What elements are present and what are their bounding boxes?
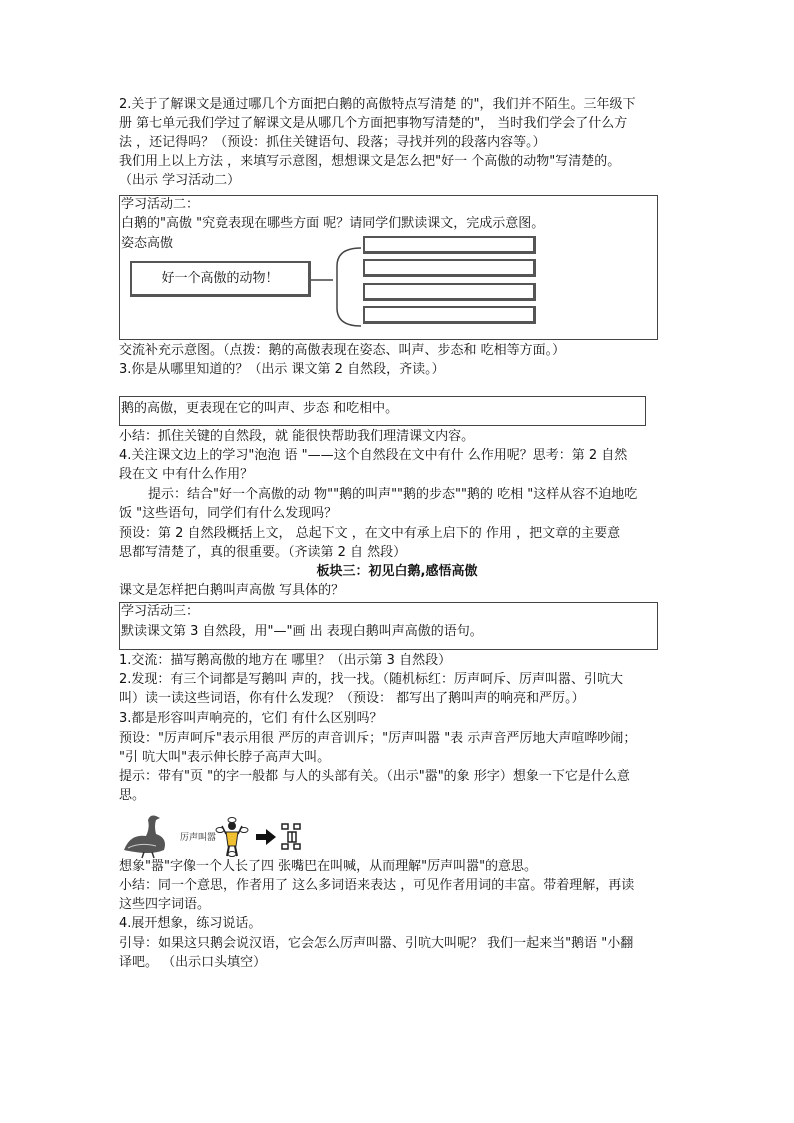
text-line: 小结：同一个意思，作者用了 这么多词语来表达 ，可见作者用词的丰富。带着理解，再读 (119, 878, 635, 893)
text-line: 册 第七单元我们学过了解课文是从哪几个方面把事物写清楚的"， 当时我们学会了什么方 (119, 116, 628, 131)
diagram-brace (311, 246, 363, 328)
text-line: 叫）读一读这些词语，你有什么发现？（预设： 都写出了鹅叫声的响亮和严厉。） (119, 691, 585, 706)
text-line: 1.交流：描写鹅高傲的地方在 哪里？（出示第 3 自然段） (119, 653, 452, 668)
text-line: 提示：带有"页 "的字一般都 与人的头部有关。（出示"嚣"的象 形字）想象一下它是什么意 (119, 769, 630, 784)
text-line: 小结：抓住关键的自然段，就 能很快帮助我们理清课文内容。 (119, 429, 475, 444)
diagram-slot[interactable] (363, 236, 536, 254)
section-title: 板块三：初见白鹅,感悟高傲 (316, 564, 478, 579)
text-line: 这些四字词语。 (119, 897, 211, 912)
text-line: 2.关于了解课文是通过哪几个方面把白鹅的高傲特点写清楚 的"，我们并不陌生。三年级下 (119, 97, 636, 112)
activity-three-title: 学习活动三： (121, 604, 200, 619)
diagram-slot[interactable] (363, 306, 536, 324)
activity-two-title: 学习活动二： (121, 197, 200, 212)
text-line: 思。 (119, 788, 146, 803)
xiao-glyph-icon (282, 824, 300, 849)
diagram-slot[interactable] (363, 283, 536, 301)
text-line: 引导：如果这只鹅会说汉语，它会怎么厉声叫嚣、引吭大叫呢？ 我们一起来当"鹅语 "小翻 (119, 936, 634, 951)
text-line: 思都写清楚了，真的很重要。（齐读第 2 自 然段） (119, 545, 407, 560)
text-line: 3.你是从哪里知道的？（出示 课文第 2 自然段，齐读。） (119, 362, 445, 377)
text-line: 交流补充示意图。（点拨：鹅的高傲表现在姿态、叫声、步态和 吃相等方面。） (119, 343, 566, 358)
text-line: 提示：结合"好一个高傲的动 物""鹅的叫声""鹅的步态""鹅的 吃相 "这样从容不迫地吃 (148, 487, 638, 502)
text-line: 2.发现：有三个词都是写鹅叫 声的，找一找。（随机标红：厉声呵斥、厉声叫嚣、引吭大 (119, 672, 624, 687)
text-line: 预设：第 2 自然段概括上文， 总起下文 ，在文中有承上启下的 作用 ，把文章的主要意 (119, 526, 621, 541)
text-line: 预设："厉声呵斥"表示用很 严厉的声音训斥；"厉声叫嚣 "表 示声音严厉地大声喧哗吵闹； (119, 731, 637, 746)
text-line: （出示 学习活动二） (119, 173, 241, 188)
text-line: 4.关注课文边上的学习"泡泡 语 "——这个自然段在文中有什 么作用呢？思考：第 2 自然 (119, 448, 628, 463)
text-line: 饭 "这些语句，同学们有什么发现吗？ (119, 506, 338, 521)
activity-two-instruction: 白鹅的"高傲 "究竟表现在哪些方面 呢？请同学们默读课文，完成示意图。 (121, 216, 545, 231)
figure-caption: 厉声叫嚣 (180, 833, 217, 843)
text-line: 译吧。 （出示口头填空） (119, 955, 267, 970)
arrow-icon (256, 829, 276, 845)
text-line: 想象"嚣"字像一个人长了四 张嘴巴在叫喊，从而理解"厉声叫嚣"的意思。 (119, 859, 538, 874)
text-line: 课文是怎样把白鹅叫声高傲 写具体的？ (119, 583, 345, 598)
text-line: 段在文 中有什么作用？ (119, 467, 254, 482)
text-line: 4.展开想象，练习说话。 (119, 916, 262, 931)
text-line: "引 吭大叫"表示伸长脖子高声大叫。 (119, 750, 331, 765)
diagram-main-box: 好一个高傲的动物！ (130, 261, 311, 297)
diagram-slot[interactable] (363, 259, 536, 277)
activity-three-instruction: 默读课文第 3 自然段，用"—"画 出 表现白鹅叫声高傲的语句。 (121, 624, 483, 639)
text-line: 3.都是形容叫声响亮的，它们 有什么区别吗？ (119, 711, 383, 726)
text-line: 法 ，还记得吗？（预设：抓住关键语句、段落；寻找并列的段落内容等。） (119, 135, 546, 150)
text-line: 我们用上以上方法 ，来填写示意图，想想课文是怎么把"好一 个高傲的动物"写清楚的。 (119, 154, 621, 169)
activity-two-label: 姿态高傲 (121, 236, 174, 251)
quote-text: 鹅的高傲，更表现在它的叫声、步态 和吃相中。 (121, 401, 399, 416)
goose-icon (124, 816, 165, 859)
goose-shouting-illustration (120, 812, 340, 860)
shouting-person-icon (216, 818, 248, 857)
